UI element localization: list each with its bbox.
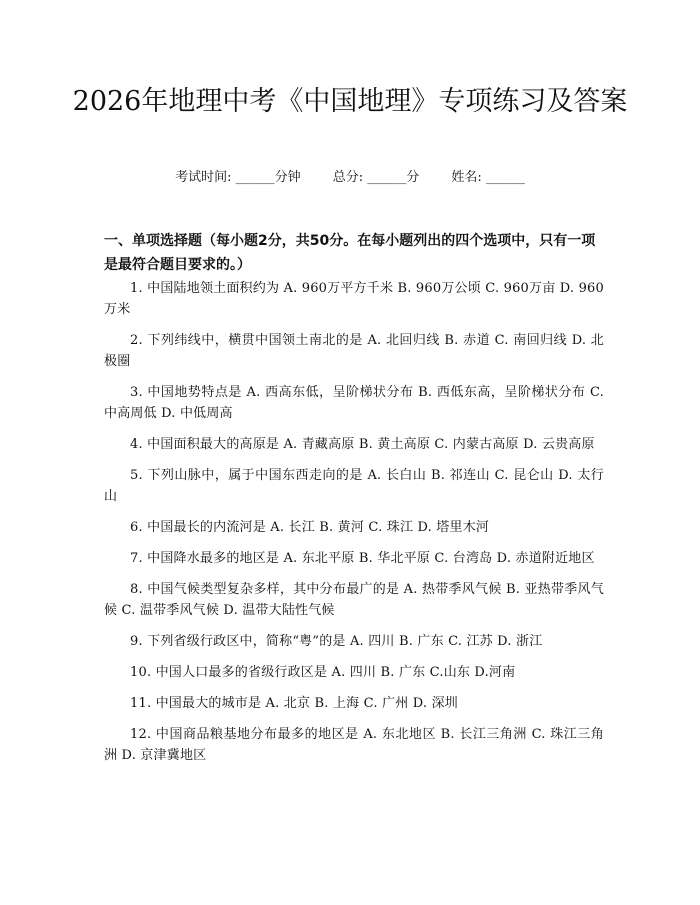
question-item-12 — [104, 724, 604, 766]
question-item-3 — [104, 382, 604, 424]
question-text: 7. 中国降水最多的地区是 A. 东北平原 B. 华北平原 C. 台湾岛 D. 赤道附近地区 — [130, 551, 595, 566]
section-heading: 一、单项选择题（每小题2分，共50分。在每小题列出的四个选项中，只有一项是最符合题目要求的。） — [104, 233, 596, 273]
question-item-2 — [104, 330, 604, 372]
page-title: 2026年地理中考《中国地理》专项练习及答案 — [72, 86, 628, 117]
question-text: 8. 中国气候类型复杂多样，其中分布最广的是 A. 热带季风气候 B. 亚热带季风气候 C. 温带季风气候 D. 温带大陆性气候 — [104, 582, 604, 618]
question-item-4 — [104, 434, 604, 455]
question-item-1 — [104, 278, 604, 320]
exam-info-line — [0, 168, 700, 188]
question-item-7 — [104, 548, 604, 569]
question-text: 12. 中国商品粮基地分布最多的地区是 A. 东北地区 B. 长江三角洲 C. 珠江三角洲 D. 京津冀地区 — [104, 727, 604, 763]
total-score-field: 总分: ______分 — [332, 170, 420, 185]
question-item-10 — [104, 662, 604, 683]
question-item-6 — [104, 517, 604, 538]
question-item-8 — [104, 579, 604, 621]
question-text: 5. 下列山脉中，属于中国东西走向的是 A. 长白山 B. 祁连山 C. 昆仑山 D. 太行山 — [104, 468, 604, 504]
question-text: 9. 下列省级行政区中，简称“粤”的是 A. 四川 B. 广东 C. 江苏 D. 浙江 — [130, 634, 543, 649]
exam-time-field: 考试时间: ______分钟 — [175, 170, 301, 185]
question-text: 4. 中国面积最大的高原是 A. 青藏高原 B. 黄土高原 C. 内蒙古高原 D. 云贵高原 — [130, 437, 595, 452]
question-text: 10. 中国人口最多的省级行政区是 A. 四川 B. 广东 C.山东 D.河南 — [130, 665, 516, 680]
name-field: 姓名: ______ — [451, 170, 525, 185]
question-text: 6. 中国最长的内流河是 A. 长江 B. 黄河 C. 珠江 D. 塔里木河 — [130, 520, 490, 535]
question-item-11 — [104, 693, 604, 714]
question-text: 11. 中国最大的城市是 A. 北京 B. 上海 C. 广州 D. 深圳 — [130, 696, 458, 711]
question-item-5 — [104, 465, 604, 507]
question-item-9 — [104, 631, 604, 652]
question-list — [104, 278, 604, 776]
question-text: 3. 中国地势特点是 A. 西高东低，呈阶梯状分布 B. 西低东高，呈阶梯状分布 C. 中高周低 D. 中低周高 — [104, 385, 604, 421]
question-text: 1. 中国陆地领土面积约为 A. 960万平方千米 B. 960万公顷 C. 960万亩 D. 960万米 — [104, 281, 604, 317]
question-text: 2. 下列纬线中，横贯中国领土南北的是 A. 北回归线 B. 赤道 C. 南回归线 D. 北极圈 — [104, 333, 604, 369]
